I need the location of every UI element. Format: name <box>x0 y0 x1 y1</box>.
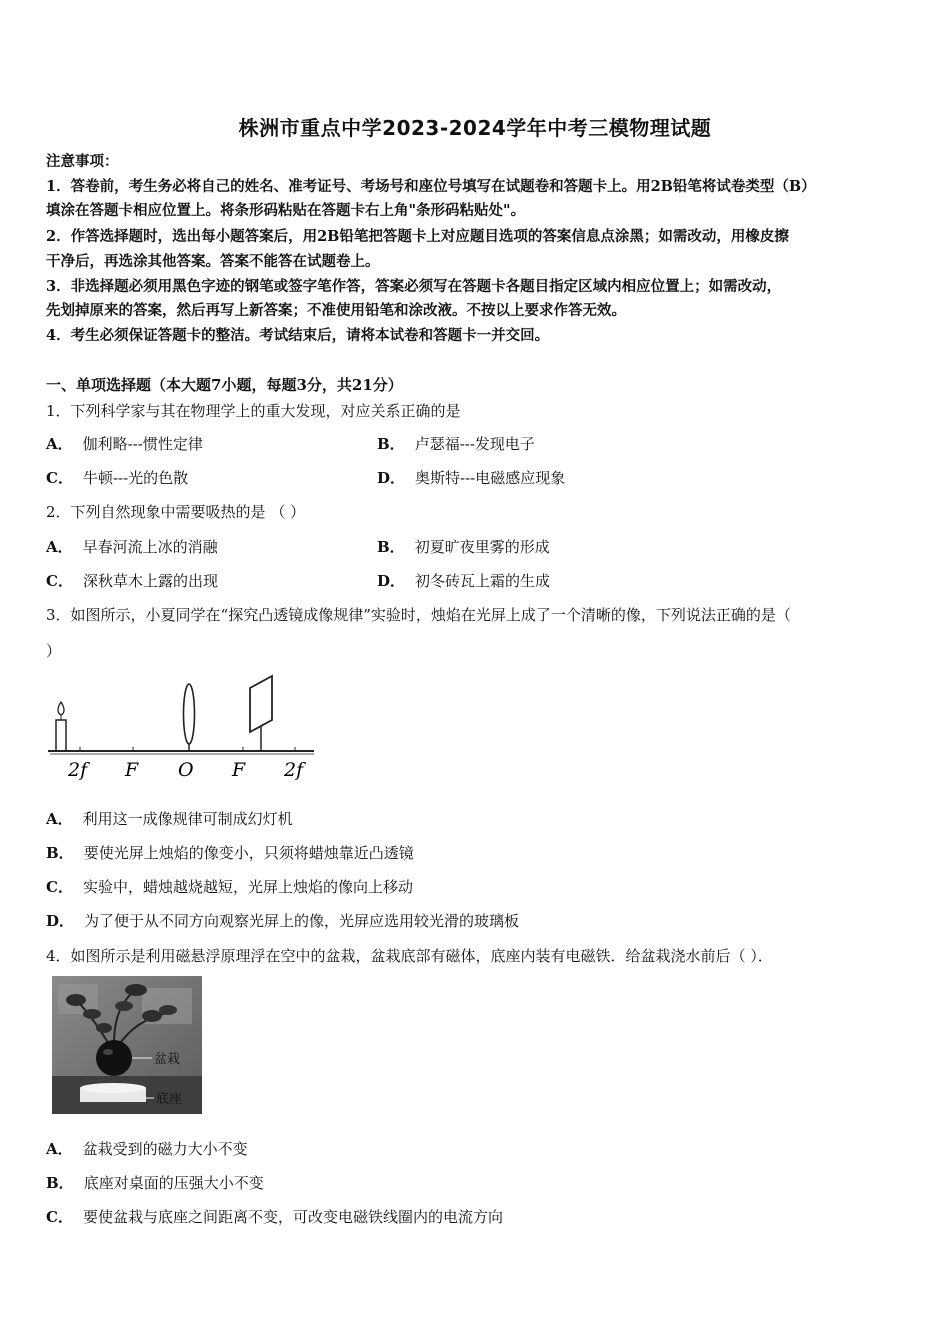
notice-line: 4．考生必须保证答题卡的整洁。考试结束后，请将本试卷和答题卡一并交回。 <box>46 327 550 344</box>
option-text: 牛顿---光的色散 <box>82 469 189 487</box>
option-text: 伽利略---惯性定律 <box>82 435 203 453</box>
option-label: B． <box>46 844 74 862</box>
axis-label-2f-left: 2f <box>68 759 88 781</box>
q4-option-b <box>46 1173 264 1193</box>
option-label: C． <box>46 572 73 590</box>
option-label: A． <box>46 1140 73 1158</box>
q1-option-a <box>46 434 203 454</box>
convex-lens-icon <box>184 684 195 751</box>
option-label: B． <box>46 1174 74 1192</box>
q2-option-d <box>377 571 550 591</box>
question-3-stem: 3．如图所示，小夏同学在“探究凸透镜成像规律”实验时，烛焰在光屏上成了一个清晰的像，下列说法正确的是（ <box>46 606 791 624</box>
q3-option-b <box>46 843 414 863</box>
option-label: A． <box>46 538 73 556</box>
notice-line: 3．非选择题必须用黑色字迹的钢笔或签字笔作答，答案必须写在答题卡各题目指定区域内相应位置上；如需改动， <box>46 278 782 295</box>
notice-line: 1．答卷前，考生务必将自己的姓名、准考证号、考场号和座位号填写在试题卷和答题卡上。用2B铅笔将试卷类型（B） <box>46 178 816 195</box>
option-label: B． <box>377 538 405 556</box>
base-icon <box>80 1083 146 1102</box>
option-text: 要使光屏上烛焰的像变小，只须将蜡烛靠近凸透镜 <box>83 844 414 862</box>
axis-label-o: O <box>178 759 194 781</box>
option-label: A． <box>46 810 73 828</box>
axis-label-2f-right: 2f <box>284 759 304 781</box>
page-title: 株洲市重点中学2023-2024学年中考三模物理试题 <box>238 116 712 140</box>
option-label: B． <box>377 435 405 453</box>
option-text: 为了便于从不同方向观察光屏上的像，光屏应选用较光滑的玻璃板 <box>84 912 520 930</box>
q4-option-a <box>46 1139 248 1159</box>
option-label: C． <box>46 1208 73 1226</box>
option-text: 实验中，蜡烛越烧越短，光屏上烛焰的像向上移动 <box>82 878 413 896</box>
lens-experiment-figure <box>44 672 320 782</box>
option-text: 奥斯特---电磁感应现象 <box>415 469 566 487</box>
option-label: D． <box>377 469 406 487</box>
q3-option-d <box>46 911 519 931</box>
option-text: 要使盆栽与底座之间距离不变，可改变电磁铁线圈内的电流方向 <box>82 1208 503 1226</box>
option-text: 深秋草木上露的出现 <box>82 572 218 590</box>
candle-icon <box>56 702 66 751</box>
question-4-stem: 4．如图所示是利用磁悬浮原理浮在空中的盆栽，盆栽底部有磁体，底座内装有电磁铁．给盆栽浇水前后（ ）． <box>46 947 773 965</box>
base-label: 底座 <box>156 1092 183 1107</box>
q1-option-b <box>377 434 535 454</box>
question-2-stem: 2．下列自然现象中需要吸热的是 （ ） <box>46 503 306 521</box>
option-label: C． <box>46 469 73 487</box>
option-text: 利用这一成像规律可制成幻灯机 <box>82 810 293 828</box>
q3-option-a <box>46 809 293 829</box>
option-text: 初冬砖瓦上霜的生成 <box>415 572 551 590</box>
section-heading: 一、单项选择题（本大题7小题，每题3分，共21分） <box>46 376 403 394</box>
question-3-stem-cont: ） <box>46 642 62 660</box>
axis-label-f-right: F <box>232 759 246 781</box>
q2-option-c <box>46 571 218 591</box>
q1-option-d <box>377 468 565 488</box>
pot-label: 盆栽 <box>154 1052 181 1067</box>
notice-line: 填涂在答题卡相应位置上。将条形码粘贴在答题卡右上角"条形码粘贴处"。 <box>46 202 526 219</box>
notice-line: 干净后，再选涂其他答案。答案不能答在试题卷上。 <box>46 253 380 270</box>
maglev-plant-photo <box>52 976 202 1114</box>
q1-option-c <box>46 468 188 488</box>
option-text: 早春河流上冰的消融 <box>82 538 218 556</box>
option-text: 底座对桌面的压强大小不变 <box>83 1174 264 1192</box>
q3-option-c <box>46 877 413 897</box>
axis-label-f-left: F <box>125 759 139 781</box>
option-label: A． <box>46 435 73 453</box>
option-label: D． <box>377 572 406 590</box>
option-text: 卢瑟福---发现电子 <box>414 435 535 453</box>
option-text: 初夏旷夜里雾的形成 <box>414 538 550 556</box>
notice-line: 先划掉原来的答案，然后再写上新答案；不准使用铅笔和涂改液。不按以上要求作答无效。 <box>46 302 626 319</box>
q4-option-c <box>46 1207 503 1227</box>
q2-option-a <box>46 537 218 557</box>
option-label: C． <box>46 878 73 896</box>
option-label: D． <box>46 912 75 930</box>
light-screen-icon <box>250 676 272 751</box>
notice-heading: 注意事项： <box>46 153 119 170</box>
q2-option-b <box>377 537 550 557</box>
notice-line: 2．作答选择题时，选出每小题答案后，用2B铅笔把答题卡上对应题目选项的答案信息点涂黑；如需改动，用橡皮擦 <box>46 228 789 245</box>
question-1-stem: 1．下列科学家与其在物理学上的重大发现，对应关系正确的是 <box>46 402 461 420</box>
option-text: 盆栽受到的磁力大小不变 <box>82 1140 248 1158</box>
pot-ball-icon <box>96 1040 132 1076</box>
